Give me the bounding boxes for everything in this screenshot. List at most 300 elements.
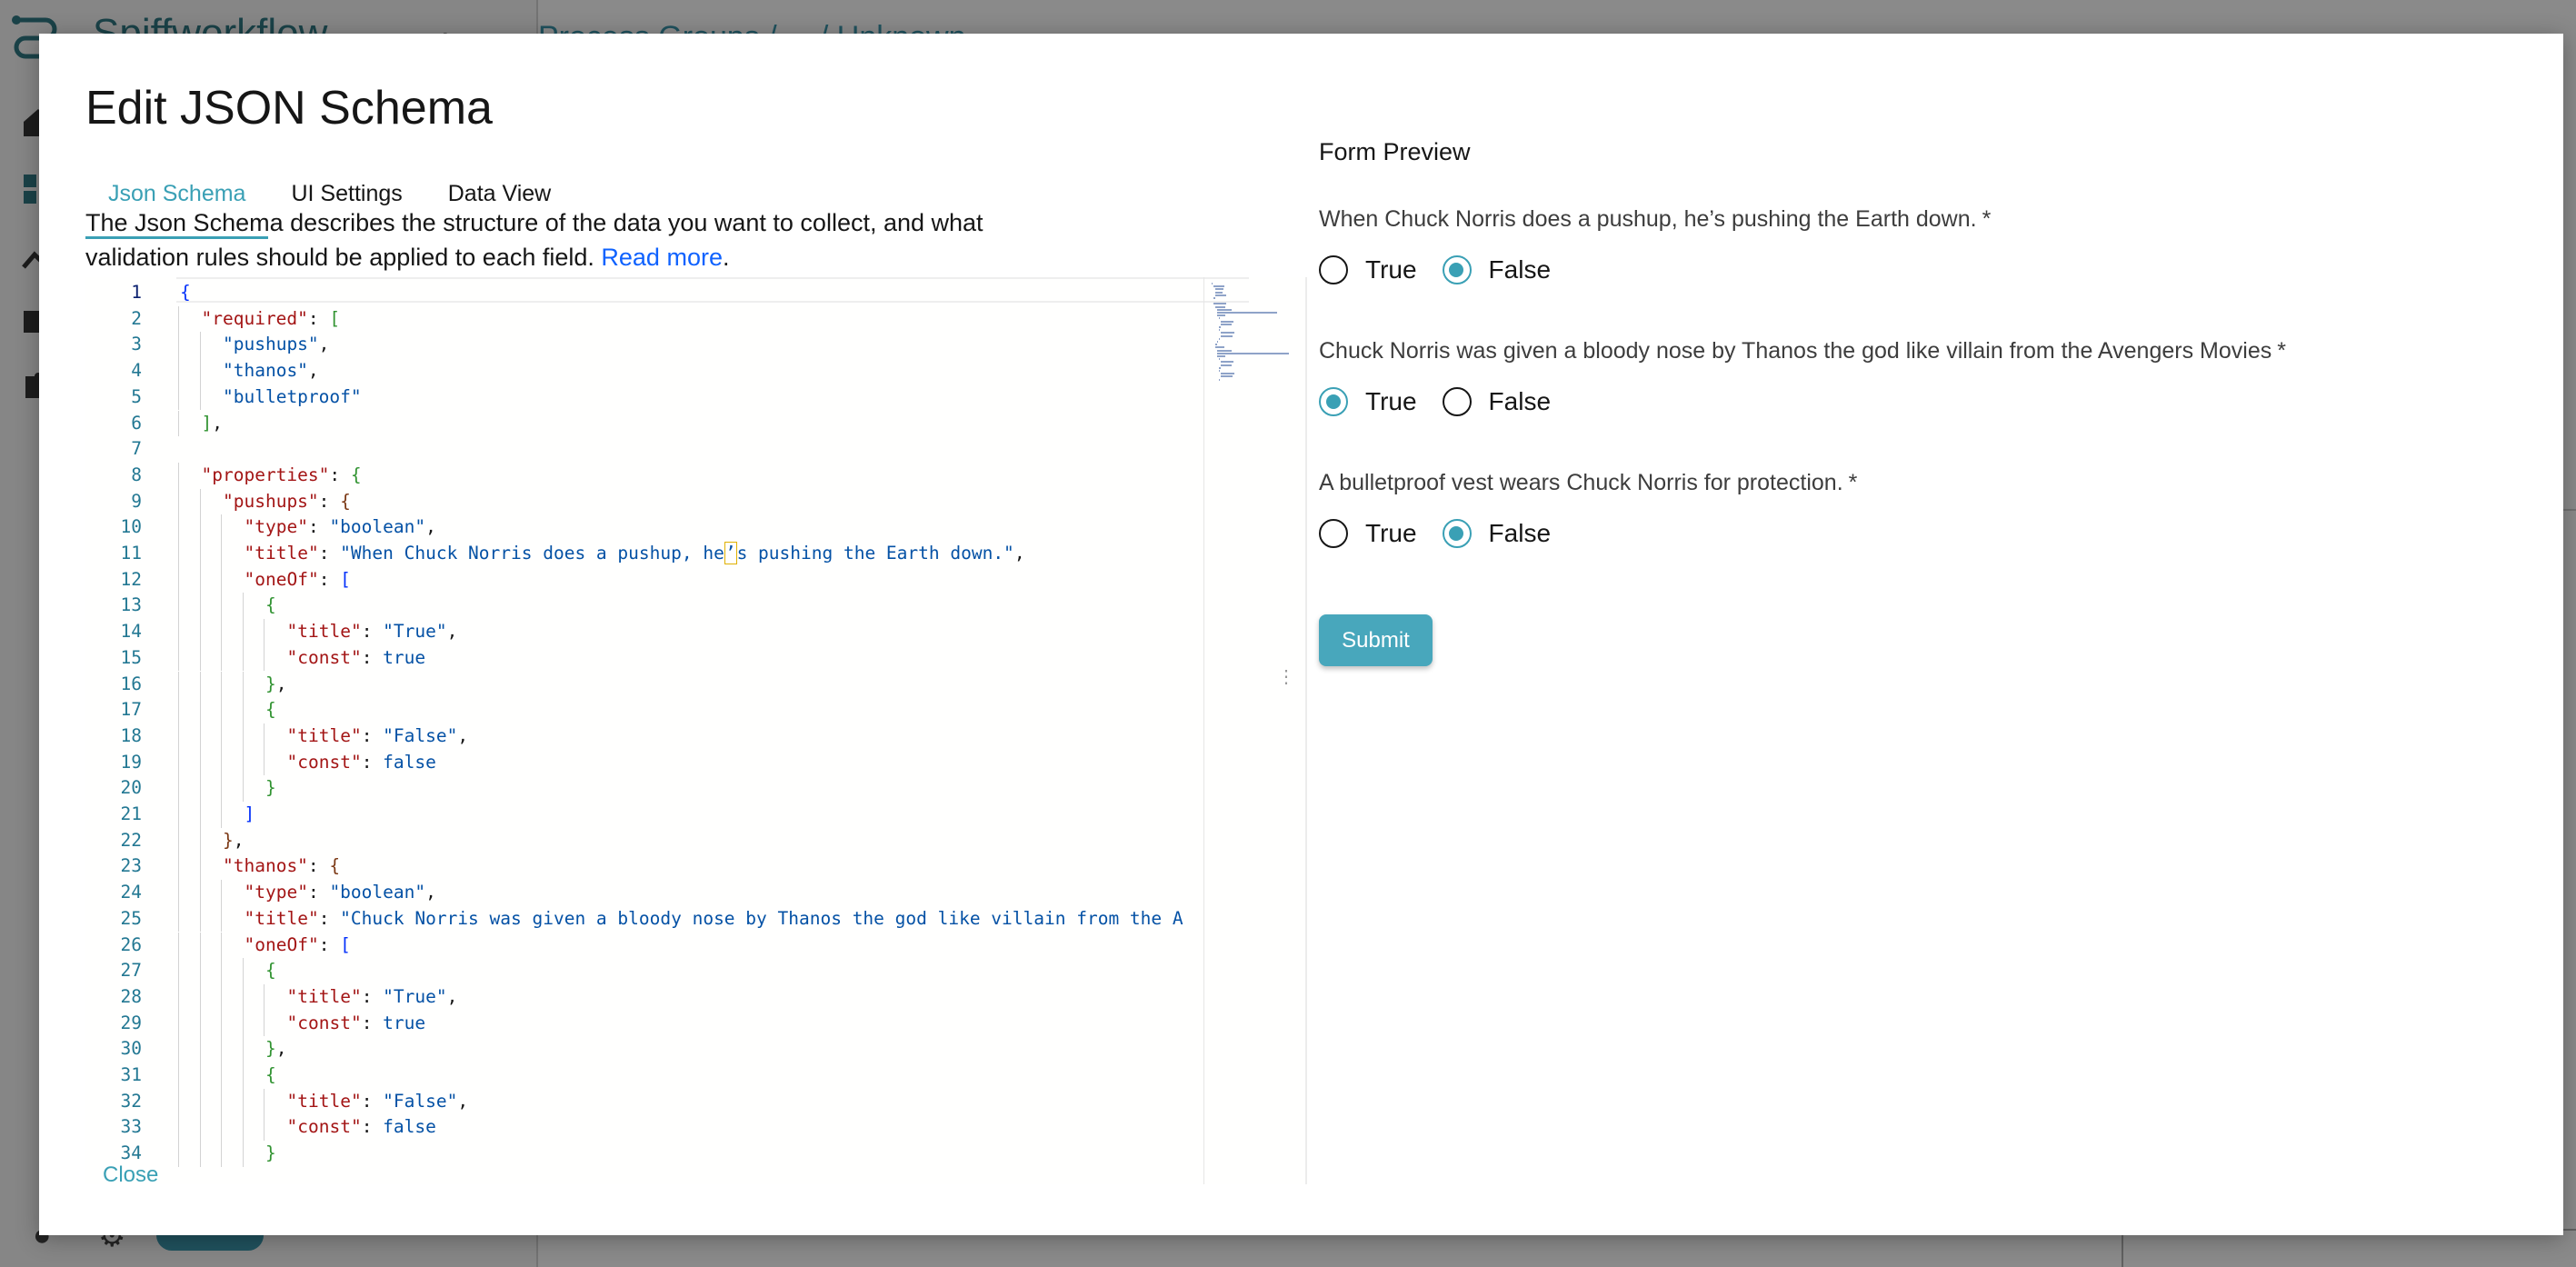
question-text: Chuck Norris was given a bloody nose by Thanos the god like villain from the Avengers Movies	[1319, 338, 2272, 364]
indent-guide	[178, 358, 179, 384]
indent-guide	[200, 750, 201, 776]
radio-group-pushups	[1319, 255, 1576, 284]
code-token: "boolean"	[329, 882, 426, 903]
indent-guide	[200, 853, 201, 880]
code-line	[245, 567, 351, 593]
indent-guide	[178, 775, 179, 802]
code-token: {	[265, 1064, 276, 1085]
code-token: "False"	[383, 1090, 458, 1112]
line-number: 23	[120, 855, 142, 877]
indent-guide	[200, 1036, 201, 1062]
code-token: "const"	[286, 646, 362, 668]
indent-guide	[200, 697, 201, 723]
indent-guide	[178, 958, 179, 984]
radio-label: False	[1488, 519, 1552, 547]
indent-guide	[178, 697, 179, 723]
indent-guide	[178, 880, 179, 906]
indent-guide	[178, 384, 179, 411]
code-token: ’	[724, 543, 736, 564]
question-text: When Chuck Norris does a pushup, he’s pushing the Earth down.	[1319, 206, 1977, 232]
indent-guide	[200, 384, 201, 411]
code-line	[223, 384, 362, 410]
radio-label: True	[1365, 519, 1417, 547]
line-number: 27	[120, 960, 142, 982]
indent-guide	[264, 984, 265, 1011]
indent-guide	[178, 619, 179, 645]
indent-guide	[178, 489, 179, 515]
indent-guide	[178, 645, 179, 672]
indent-guide	[221, 984, 222, 1011]
code-token: "const"	[286, 1012, 362, 1033]
code-token: :	[318, 543, 341, 564]
code-token: ,	[307, 360, 319, 382]
code-line	[287, 1114, 436, 1140]
indent-guide	[178, 1036, 179, 1062]
indent-guide	[243, 1011, 244, 1037]
indent-guide	[200, 933, 201, 959]
code-token: true	[383, 1012, 426, 1033]
code-token: {	[180, 282, 191, 303]
radio-button[interactable]	[1319, 519, 1348, 548]
indent-guide	[200, 672, 201, 698]
code-token: ,	[457, 1090, 469, 1112]
minimap-line	[1217, 314, 1225, 316]
code-line	[265, 775, 276, 801]
code-line	[223, 489, 351, 514]
indent-guide	[221, 933, 222, 959]
code-line	[245, 514, 436, 540]
code-token: "False"	[383, 724, 458, 746]
line-number: 1	[131, 282, 142, 303]
indent-guide	[221, 645, 222, 672]
minimap-line	[1221, 321, 1233, 323]
line-number: 8	[131, 464, 142, 485]
code-token: "boolean"	[329, 516, 426, 538]
minimap-line	[1219, 317, 1220, 319]
indent-guide	[264, 645, 265, 672]
code-line	[180, 280, 191, 305]
indent-guide	[221, 619, 222, 645]
minimap-line	[1215, 346, 1224, 348]
indent-guide	[243, 593, 244, 619]
tab-json-schema[interactable]: Json Schema	[85, 152, 268, 239]
minimap-line	[1219, 367, 1221, 369]
code-token: ,	[212, 412, 223, 434]
minimap-line	[1215, 288, 1223, 290]
indent-guide	[200, 645, 201, 672]
indent-guide	[243, 1036, 244, 1062]
code-token: ]	[201, 412, 213, 434]
code-token: :	[361, 646, 384, 668]
code-token: true	[383, 646, 426, 668]
indent-guide	[243, 672, 244, 698]
indent-guide	[178, 802, 179, 828]
minimap-line	[1219, 358, 1220, 360]
indent-guide	[200, 828, 201, 854]
indent-guide	[221, 672, 222, 698]
indent-guide	[243, 750, 244, 776]
indent-guide	[178, 411, 179, 437]
line-number: 20	[120, 777, 142, 799]
minimap-line	[1221, 373, 1234, 374]
code-line	[223, 853, 340, 879]
minimap-line	[1217, 309, 1232, 311]
line-number: 15	[120, 646, 142, 668]
code-line	[265, 958, 276, 983]
code-token: :	[361, 751, 384, 773]
line-number: 25	[120, 907, 142, 929]
line-number: 13	[120, 594, 142, 616]
edit-json-schema-modal	[39, 34, 2563, 1235]
code-line	[287, 619, 458, 644]
minimap-line	[1219, 338, 1220, 340]
indent-guide	[221, 775, 222, 802]
description-end: .	[722, 244, 730, 271]
minimap-line	[1215, 294, 1226, 296]
code-line	[245, 541, 1025, 566]
code-line	[202, 306, 341, 332]
indent-guide	[221, 723, 222, 750]
code-line	[265, 1141, 276, 1166]
indent-guide	[264, 1114, 265, 1141]
code-token: "True"	[383, 621, 447, 643]
code-token: {	[350, 464, 362, 485]
description-text: The Json Schema describes the structure of the data you want to collect, and what validation rules should be applied to each field.	[85, 209, 983, 271]
code-token: "Chuck Norris was given a bloody nose by Thanos the god like villain from the A	[340, 907, 1183, 929]
indent-guide	[178, 463, 179, 489]
code-line	[287, 645, 426, 671]
code-token: :	[318, 490, 341, 512]
code-token: {	[329, 855, 341, 877]
code-token: "bulletproof"	[223, 385, 362, 407]
indent-guide	[243, 645, 244, 672]
code-line	[287, 750, 436, 775]
indent-guide	[178, 593, 179, 619]
indent-guide	[200, 489, 201, 515]
minimap-line	[1215, 306, 1225, 308]
indent-guide	[200, 593, 201, 619]
radio-option-true[interactable]	[1319, 387, 1417, 416]
code-token: }	[265, 1038, 276, 1060]
code-token: :	[307, 307, 330, 329]
code-token: "title"	[286, 1090, 362, 1112]
code-token: :	[361, 1012, 384, 1033]
radio-label: True	[1365, 255, 1417, 284]
code-token: :	[361, 1090, 384, 1112]
line-number: 9	[131, 490, 142, 512]
code-line	[265, 593, 276, 618]
code-token: :	[318, 568, 341, 590]
minimap-line	[1221, 361, 1233, 363]
indent-guide	[221, 1036, 222, 1062]
radio-option-false[interactable]	[1443, 519, 1551, 548]
line-number: 33	[120, 1116, 142, 1138]
radio-group-bulletproof	[1319, 519, 1576, 548]
code-token: }	[265, 777, 276, 799]
code-token: "thanos"	[223, 360, 308, 382]
radio-option-false[interactable]	[1443, 387, 1551, 416]
minimap-line	[1221, 324, 1232, 325]
line-number: 14	[120, 621, 142, 643]
json-code-editor[interactable]	[85, 277, 1308, 1184]
minimap-line	[1221, 364, 1232, 366]
indent-guide	[221, 1114, 222, 1141]
indent-guide	[243, 1089, 244, 1115]
indent-guide	[221, 541, 222, 567]
form-preview-title: Form Preview	[1319, 138, 1471, 165]
indent-guide	[178, 906, 179, 933]
indent-guide	[200, 880, 201, 906]
indent-guide	[178, 1089, 179, 1115]
indent-guide	[264, 619, 265, 645]
indent-guide	[264, 1089, 265, 1115]
minimap-line	[1221, 335, 1233, 337]
line-number: 31	[120, 1064, 142, 1085]
indent-guide	[200, 723, 201, 750]
indent-guide	[221, 802, 222, 828]
radio-button[interactable]	[1319, 387, 1348, 416]
indent-guide	[221, 1141, 222, 1167]
editor-minimap[interactable]	[1203, 277, 1304, 1184]
line-number: 10	[120, 516, 142, 538]
radio-button[interactable]	[1319, 255, 1348, 284]
required-marker: *	[2277, 338, 2286, 364]
minimap-line	[1212, 283, 1213, 284]
indent-guide	[200, 541, 201, 567]
code-line	[245, 802, 255, 827]
line-number: 11	[120, 543, 142, 564]
indent-guide	[221, 906, 222, 933]
question-label	[1319, 470, 1857, 496]
code-token: {	[265, 594, 276, 616]
indent-guide	[221, 958, 222, 984]
indent-guide	[178, 514, 179, 541]
code-token: "When Chuck Norris does a pushup, he	[340, 543, 724, 564]
indent-guide	[221, 514, 222, 541]
radio-group-thanos	[1319, 387, 1576, 416]
minimap-line	[1219, 326, 1221, 328]
indent-guide	[243, 1114, 244, 1141]
code-token: "True"	[383, 985, 447, 1007]
line-number: 4	[131, 360, 142, 382]
indent-guide	[264, 1011, 265, 1037]
code-token: ,	[275, 1038, 287, 1060]
radio-option-true[interactable]	[1319, 519, 1417, 548]
code-token: "oneOf"	[244, 568, 319, 590]
indent-guide	[221, 1011, 222, 1037]
code-token: {	[265, 699, 276, 721]
indent-guide	[178, 984, 179, 1011]
code-line	[287, 984, 458, 1010]
code-token: ]	[244, 803, 255, 824]
line-number-gutter	[85, 277, 176, 1184]
code-line	[287, 723, 469, 749]
code-token: ,	[425, 882, 436, 903]
radio-button[interactable]	[1443, 387, 1472, 416]
line-number: 7	[131, 438, 142, 460]
code-token: [	[329, 307, 341, 329]
code-token: ,	[446, 985, 458, 1007]
code-token: [	[340, 933, 351, 955]
code-token: ,	[446, 621, 458, 643]
code-token: ,	[233, 829, 245, 851]
minimap-line	[1219, 370, 1220, 372]
minimap-line	[1213, 303, 1226, 304]
indent-guide	[178, 332, 179, 358]
indent-guide	[178, 1141, 179, 1167]
minimap-line	[1221, 375, 1233, 377]
indent-guide	[221, 697, 222, 723]
minimap-line	[1219, 329, 1220, 331]
code-token: s pushing the Earth down."	[736, 543, 1014, 564]
indent-guide	[178, 1011, 179, 1037]
line-number: 30	[120, 1038, 142, 1060]
minimap-line	[1213, 297, 1215, 299]
line-number: 26	[120, 933, 142, 955]
indent-guide	[221, 880, 222, 906]
code-token: :	[307, 855, 330, 877]
code-token: ,	[318, 334, 330, 355]
code-line	[202, 463, 362, 488]
indent-guide	[243, 619, 244, 645]
indent-guide	[178, 1062, 179, 1089]
indent-guide	[200, 802, 201, 828]
code-line	[265, 1036, 287, 1062]
radio-button[interactable]	[1443, 255, 1472, 284]
code-token: "const"	[286, 1116, 362, 1138]
code-token: "thanos"	[223, 855, 308, 877]
indent-guide	[200, 1114, 201, 1141]
code-token: "pushups"	[223, 334, 319, 355]
minimap-line	[1219, 379, 1220, 381]
code-line	[265, 697, 276, 723]
code-line	[265, 672, 287, 697]
indent-guide	[221, 593, 222, 619]
editor-scrollbar[interactable]	[1305, 277, 1307, 1184]
code-line	[287, 1089, 469, 1114]
code-token: {	[265, 960, 276, 982]
indent-guide	[200, 958, 201, 984]
minimap-line	[1217, 341, 1218, 343]
code-line	[245, 880, 436, 905]
code-token: "title"	[286, 724, 362, 746]
indent-guide	[178, 828, 179, 854]
indent-guide	[178, 306, 179, 333]
code-line	[223, 358, 319, 384]
minimap-line	[1217, 312, 1277, 314]
line-number: 17	[120, 699, 142, 721]
code-token: "type"	[244, 516, 308, 538]
minimap-line	[1213, 285, 1224, 287]
indent-guide	[200, 514, 201, 541]
line-number: 12	[120, 568, 142, 590]
code-token: ,	[1013, 543, 1025, 564]
submit-button[interactable]: Submit	[1319, 614, 1433, 666]
line-number: 21	[120, 803, 142, 824]
line-number: 28	[120, 985, 142, 1007]
code-token: [	[340, 568, 351, 590]
indent-guide	[200, 1141, 201, 1167]
indent-guide	[243, 723, 244, 750]
modal-title: Edit JSON Schema	[85, 82, 493, 135]
indent-guide	[221, 1089, 222, 1115]
code-token: ,	[275, 673, 287, 694]
indent-guide	[243, 697, 244, 723]
code-token: "properties"	[201, 464, 330, 485]
code-line	[287, 1011, 426, 1036]
code-token: :	[361, 985, 384, 1007]
code-area[interactable]	[176, 277, 1249, 1184]
code-line	[245, 906, 1183, 932]
radio-option-false[interactable]	[1443, 255, 1551, 284]
indent-guide	[264, 723, 265, 750]
indent-guide	[200, 1089, 201, 1115]
radio-label: True	[1365, 387, 1417, 415]
code-token: "oneOf"	[244, 933, 319, 955]
indent-guide	[200, 619, 201, 645]
code-token: "const"	[286, 751, 362, 773]
line-number: 18	[120, 724, 142, 746]
indent-guide	[178, 672, 179, 698]
line-number: 19	[120, 751, 142, 773]
indent-guide	[200, 906, 201, 933]
indent-guide	[243, 958, 244, 984]
line-number: 24	[120, 882, 142, 903]
tab-data-view[interactable]: Data View	[447, 181, 552, 206]
code-line	[202, 411, 224, 436]
indent-guide	[221, 567, 222, 594]
code-token: ,	[425, 516, 436, 538]
line-number: 5	[131, 385, 142, 407]
code-token: "title"	[286, 985, 362, 1007]
indent-guide	[178, 567, 179, 594]
indent-guide	[243, 1062, 244, 1089]
code-token: "type"	[244, 882, 308, 903]
code-line	[245, 933, 351, 958]
read-more-link[interactable]: Read more	[601, 244, 723, 271]
radio-button[interactable]	[1443, 519, 1472, 548]
line-number: 2	[131, 307, 142, 329]
code-line	[223, 828, 245, 853]
line-number: 29	[120, 1012, 142, 1033]
line-number: 6	[131, 412, 142, 434]
question-label	[1319, 338, 2286, 364]
schema-description	[85, 205, 1013, 274]
tab-ui-settings[interactable]: UI Settings	[291, 181, 403, 206]
indent-guide	[221, 750, 222, 776]
minimap-line	[1221, 332, 1234, 334]
radio-label: False	[1488, 387, 1552, 415]
minimap-line	[1215, 292, 1223, 294]
code-token: ,	[457, 724, 469, 746]
split-handle-icon[interactable]: ⋮	[1277, 667, 1295, 687]
question-text: A bulletproof vest wears Chuck Norris for protection.	[1319, 470, 1843, 495]
required-marker: *	[1982, 206, 1992, 232]
radio-option-true[interactable]	[1319, 255, 1417, 284]
line-number: 32	[120, 1090, 142, 1112]
minimap-line	[1217, 353, 1289, 354]
code-token: "title"	[244, 907, 319, 929]
code-token: false	[383, 751, 436, 773]
line-number: 34	[120, 1142, 142, 1164]
indent-guide	[178, 853, 179, 880]
indent-guide	[221, 1062, 222, 1089]
indent-guide	[178, 723, 179, 750]
code-token: :	[318, 933, 341, 955]
code-token: :	[361, 1116, 384, 1138]
close-button[interactable]: Close	[103, 1162, 159, 1187]
code-token: :	[307, 882, 330, 903]
